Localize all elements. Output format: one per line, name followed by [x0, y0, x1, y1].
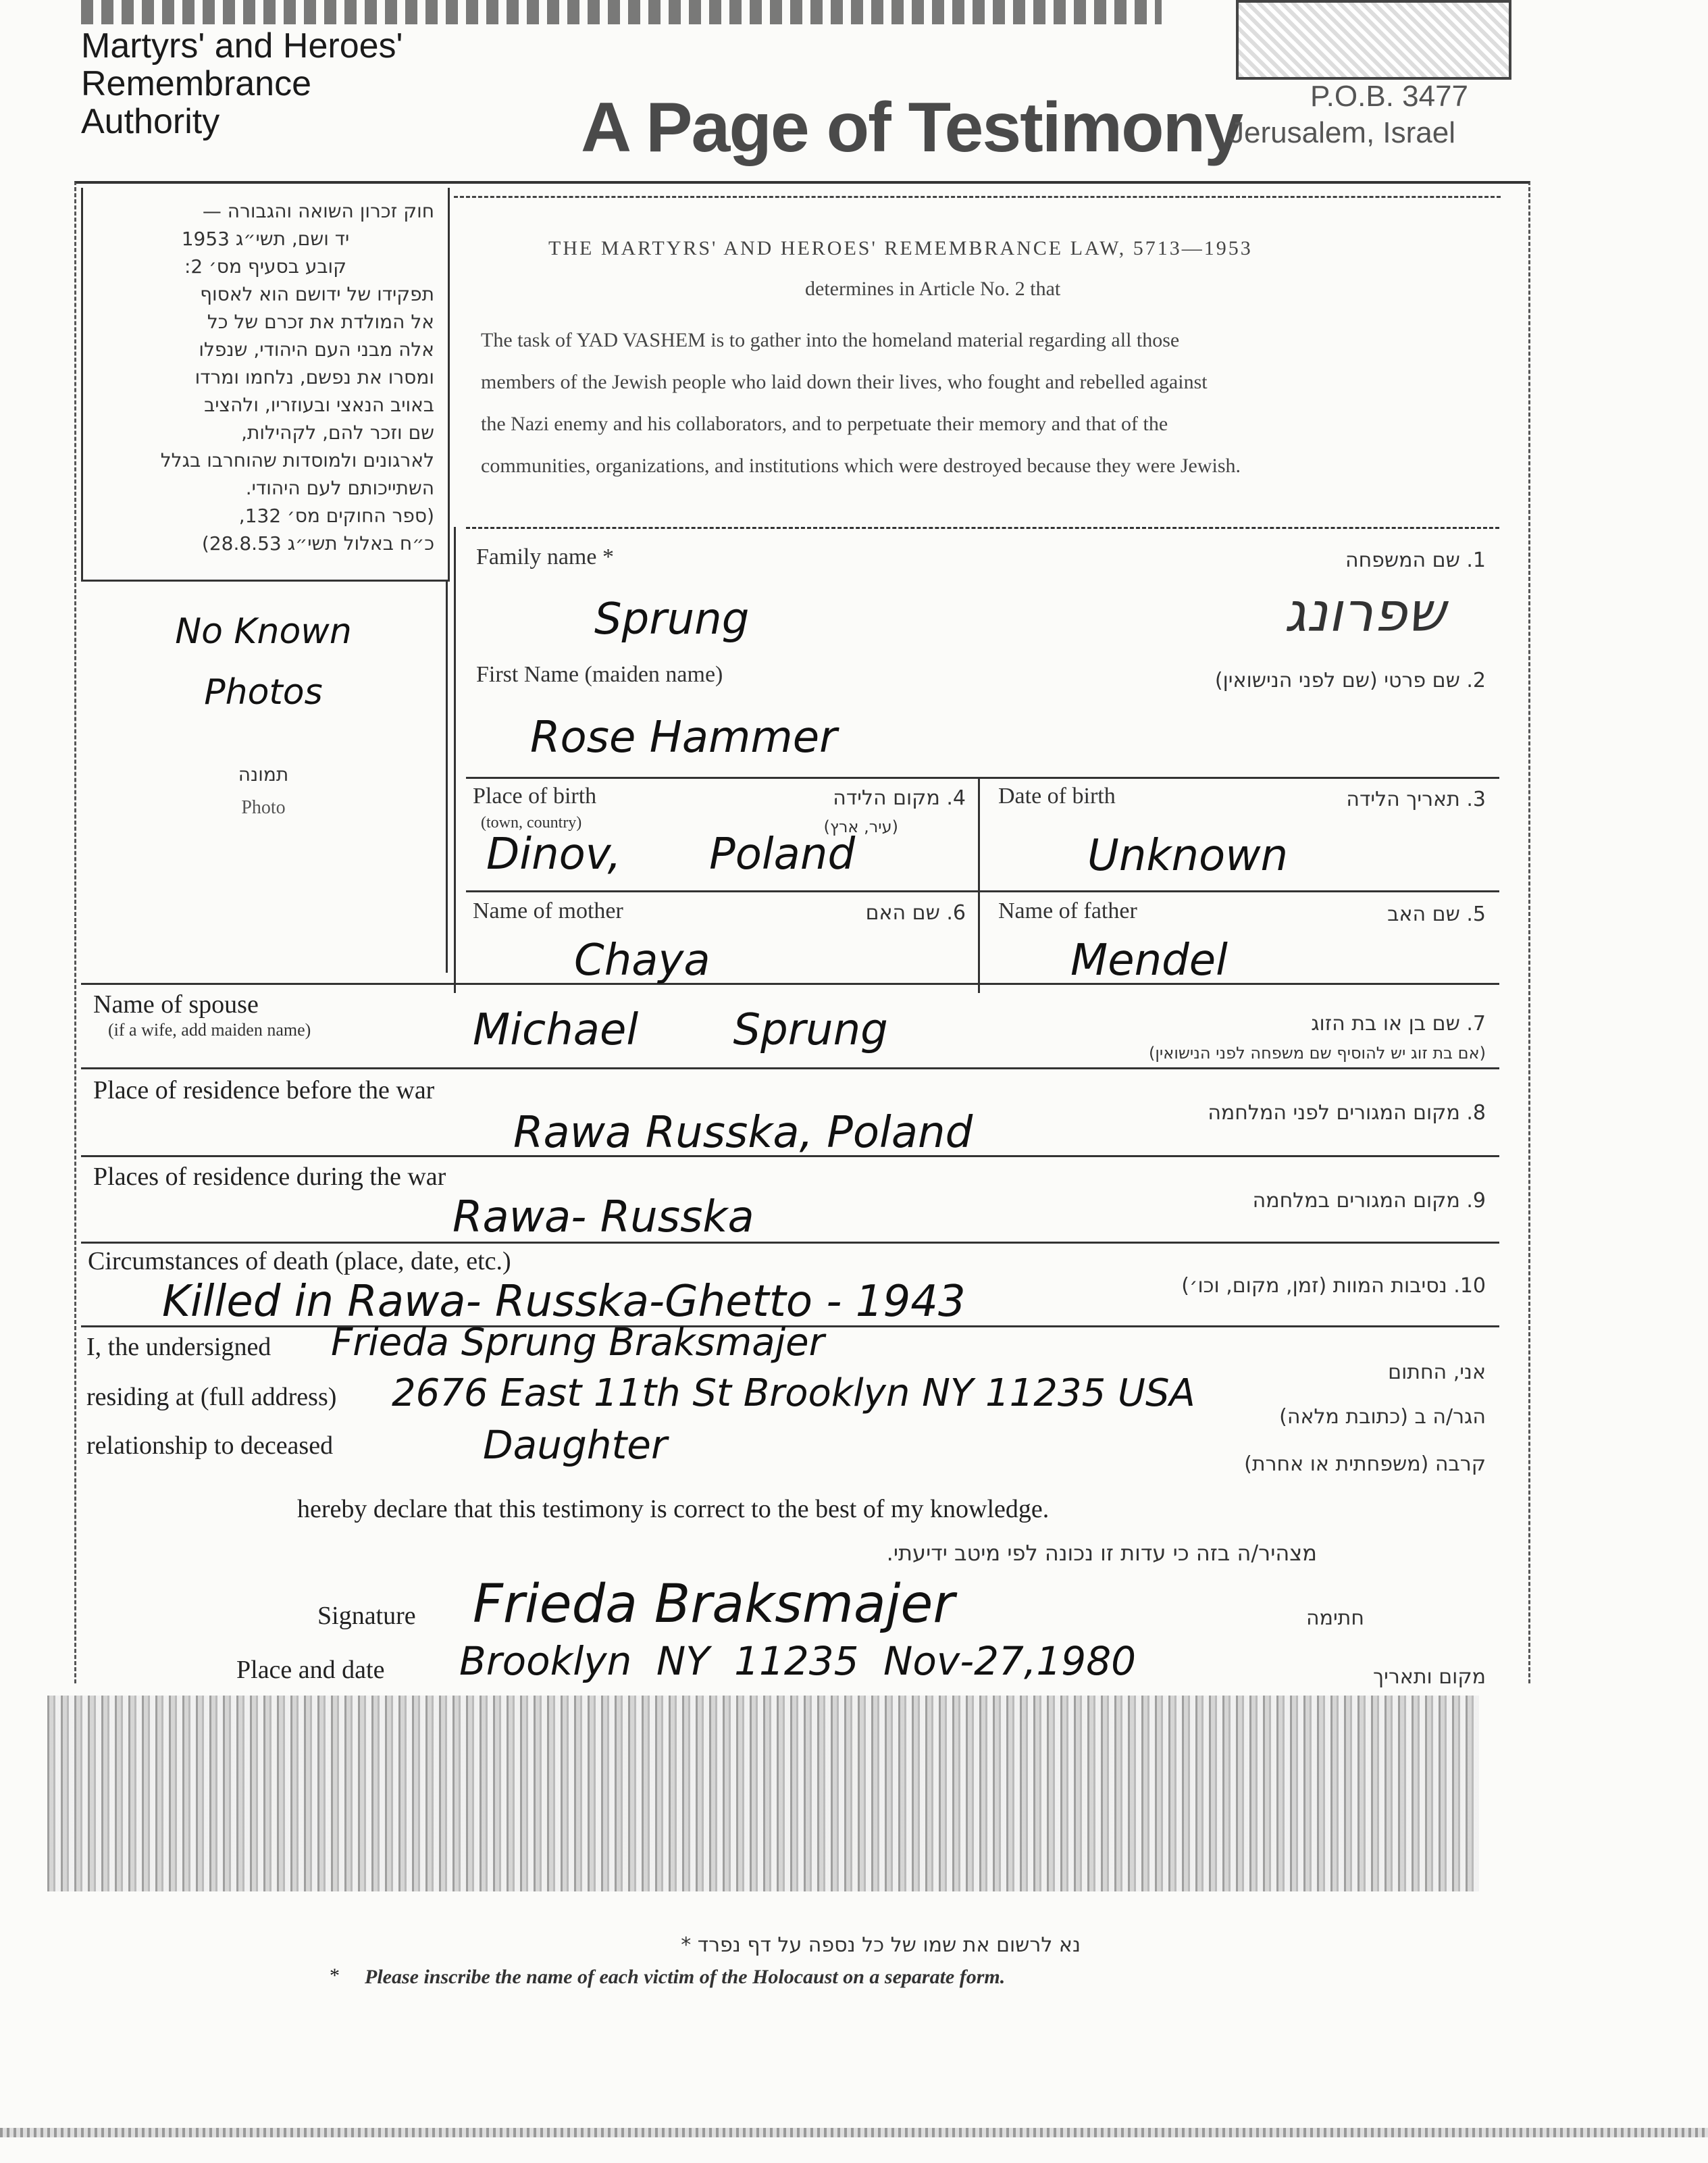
- mother-name-label-hebrew: 6. שם האם: [865, 901, 966, 925]
- divider: [466, 890, 1499, 892]
- org-name-line: Remembrance: [81, 64, 312, 103]
- law-box-hebrew: [81, 188, 450, 582]
- family-name-value: Sprung: [594, 594, 750, 644]
- mother-name-label: Name of mother: [473, 898, 623, 923]
- relationship-label-hebrew: קרבה (משפחתית או אחרת): [1244, 1452, 1486, 1476]
- law-title: THE MARTYRS' AND HEROES' REMEMBRANCE LAW, 5713—1953: [548, 237, 1253, 259]
- residence-during-value: Rawa- Russka: [452, 1192, 754, 1242]
- org-name-line: Martyrs' and Heroes': [81, 26, 403, 66]
- residence-before-label: Place of residence before the war: [93, 1076, 435, 1104]
- place-of-birth-label-hebrew: 4. מקום הלידה: [833, 786, 966, 810]
- first-name-label-hebrew: 2. שם פרטי (שם לפני הנישואין): [1214, 669, 1486, 692]
- family-name-label-hebrew: 1. שם המשפחה: [1345, 549, 1486, 572]
- undersigned-label-hebrew: אני, החתום: [1388, 1360, 1486, 1384]
- org-name: [81, 27, 403, 141]
- declaration-statement-hebrew: מצהיר/ה בזה כי עדות זו נכונה לפי מיטב ידיעתי.: [886, 1540, 1317, 1566]
- death-label: Circumstances of death (place, date, etc.): [88, 1247, 511, 1275]
- divider: [454, 527, 456, 993]
- death-label-hebrew: 10. נסיבות המוות (זמן, מקום, וכו׳): [1181, 1274, 1486, 1298]
- law-body-line: members of the Jewish people who laid down their lives, who fought and rebelled against: [481, 371, 1208, 393]
- law-hebrew-line: שם וזכר להם, לקהילות,: [241, 422, 434, 444]
- law-subtitle: determines in Article No. 2 that: [805, 278, 1061, 300]
- place-of-birth-label: Place of birth: [473, 784, 597, 809]
- declaration-statement: hereby declare that this testimony is correct to the best of my knowledge.: [297, 1495, 1050, 1523]
- law-hebrew-line: קובע בסעיף מס׳ 2:: [184, 255, 347, 278]
- address-label-hebrew: הגר/ה ב (כתובת מלאה): [1279, 1405, 1486, 1429]
- divider: [81, 983, 1499, 985]
- law-hebrew-line: ומסרו את נפשם, נלחמו ומרדו: [195, 366, 434, 388]
- residence-before-value: Rawa Russka, Poland: [513, 1108, 973, 1158]
- stamp-logo: [1236, 0, 1511, 80]
- divider: [81, 1067, 1499, 1069]
- place-of-birth-sublabel-hebrew: (עיר, ארץ): [823, 817, 898, 836]
- residence-during-label: Places of residence during the war: [93, 1163, 446, 1191]
- relationship-value: Daughter: [483, 1422, 667, 1468]
- law-hebrew-line: באויב הנאצי ובעוזריו, ולהציב: [204, 394, 434, 416]
- place-date-label: Place and date: [236, 1656, 385, 1684]
- scan-edge: [0, 2128, 1708, 2137]
- spouse-value: Michael Sprung: [473, 1005, 888, 1055]
- spouse-label-hebrew: 7. שם בן או בת הזוג: [1311, 1012, 1486, 1036]
- residence-before-label-hebrew: 8. מקום המגורים לפני המלחמה: [1208, 1101, 1486, 1125]
- law-box-english: [454, 196, 1501, 522]
- place-date-value: Brooklyn NY 11235 Nov-27,1980: [459, 1638, 1136, 1684]
- footnote: Please inscribe the name of each victim of the Holocaust on a separate form.: [365, 1966, 1006, 1988]
- law-hebrew-line: תפקידו של ידושם הוא לאסוף: [200, 283, 434, 305]
- signature-label: Signature: [317, 1602, 416, 1630]
- ref-number: P.O.B. 3477: [1310, 80, 1469, 113]
- family-name-label: Family name *: [476, 544, 614, 569]
- divider: [466, 777, 1499, 779]
- law-body-line: the Nazi enemy and his collaborators, and to perpetuate their memory and that of the: [481, 413, 1168, 435]
- date-of-birth-label: Date of birth: [998, 784, 1116, 809]
- law-hebrew-line: השתייכותם לעם היהודי.: [245, 477, 434, 499]
- spouse-sublabel-hebrew: (אם בת זוג יש להוסיף שם משפחה לפני הנישואין): [1149, 1044, 1486, 1063]
- father-name-label-hebrew: 5. שם האב: [1387, 902, 1486, 926]
- header-top-band: [81, 0, 1162, 24]
- undersigned-label: I, the undersigned: [86, 1333, 271, 1361]
- first-name-label: First Name (maiden name): [476, 662, 723, 687]
- law-hebrew-line: לארגונים ולמוסדות שהוחרבו בגלל: [160, 449, 434, 472]
- signature-label-hebrew: חתימה: [1305, 1606, 1364, 1630]
- family-name-value-hebrew: שפרונג: [1284, 581, 1445, 644]
- law-hebrew-line: יד ושם, תשי״ג 1953: [181, 228, 350, 250]
- no-photo-note: No Known Photos: [175, 611, 352, 713]
- death-value: Killed in Rawa- Russka-Ghetto - 1943: [162, 1277, 966, 1327]
- spouse-sublabel: (if a wife, add maiden name): [108, 1020, 311, 1040]
- spouse-label: Name of spouse: [93, 990, 259, 1019]
- address-value: 2676 East 11th St Brooklyn NY 11235 USA: [392, 1371, 1195, 1415]
- place-of-birth-value: Dinov, Poland: [486, 830, 856, 880]
- divider: [978, 777, 980, 993]
- place-of-birth-sublabel: (town, country): [481, 814, 582, 832]
- law-hebrew-line: (ספר החוקים מס׳ 132,: [238, 505, 434, 527]
- date-of-birth-value: Unknown: [1087, 831, 1289, 881]
- footnote-asterisk: *: [330, 1964, 340, 1987]
- father-name-value: Mendel: [1070, 936, 1228, 986]
- relationship-label: relationship to deceased: [86, 1431, 334, 1460]
- law-hebrew-line: אל המולדת את זכרם של כל: [207, 311, 434, 333]
- law-body-line: communities, organizations, and institutions which were destroyed because they were Jewish.: [481, 455, 1241, 477]
- divider: [466, 527, 1499, 529]
- page-title: A Page of Testimony: [581, 88, 1243, 167]
- address-label: residing at (full address): [86, 1383, 337, 1411]
- signature-value: Frieda Braksmajer: [473, 1574, 955, 1635]
- org-name-line: Authority: [81, 102, 220, 141]
- law-hebrew-line: אלה מבני העם היהודי, שנפלו: [199, 338, 434, 361]
- smudged-footer-area: [47, 1696, 1479, 1891]
- photo-box: [81, 581, 448, 973]
- mother-name-value: Chaya: [574, 936, 710, 986]
- undersigned-value: Frieda Sprung Braksmajer: [331, 1321, 825, 1365]
- date-of-birth-label-hebrew: 3. תאריך הלידה: [1346, 788, 1486, 811]
- residence-during-label-hebrew: 9. מקום המגורים במלחמה: [1252, 1189, 1486, 1213]
- law-hebrew-line: חוק זכרון השואה והגבורה —: [202, 200, 434, 222]
- first-name-value: Rose Hammer: [530, 713, 837, 763]
- law-body-line: The task of YAD VASHEM is to gather into the homeland material regarding all those: [481, 329, 1180, 351]
- photo-label-hebrew: תמונה: [238, 763, 289, 786]
- footnote-hebrew: נא לרשום את שמו של כל נספה על דף נפרד *: [681, 1933, 1081, 1957]
- father-name-label: Name of father: [998, 898, 1137, 923]
- divider: [81, 1242, 1499, 1244]
- law-hebrew-line: כ״ח באלול תשי״ג 28.8.53): [201, 532, 434, 555]
- place-date-label-hebrew: מקום ותאריך: [1373, 1665, 1486, 1689]
- photo-label: Photo: [241, 797, 286, 818]
- city: Jerusalem, Israel: [1229, 116, 1456, 149]
